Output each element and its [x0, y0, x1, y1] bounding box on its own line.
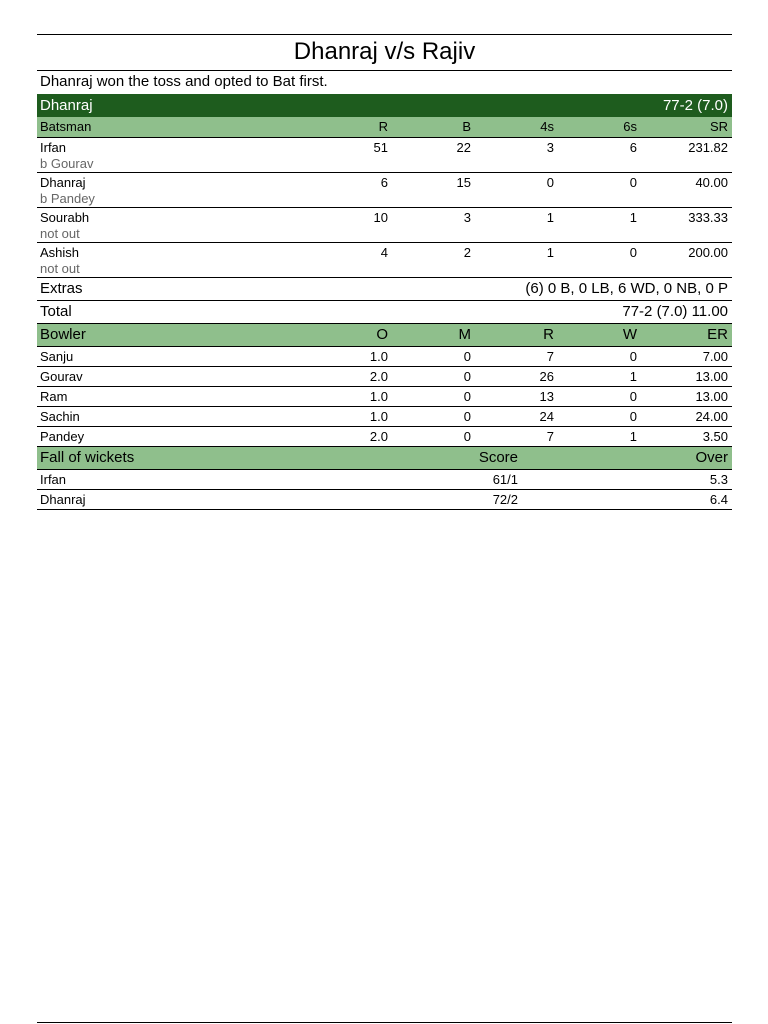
col-runs-conceded: R: [543, 326, 554, 343]
batsman-name: Dhanraj: [40, 175, 86, 190]
bowler-name: Gourav: [40, 369, 83, 384]
economy: 3.50: [702, 429, 728, 444]
team-score: 77-2 (7.0): [662, 97, 728, 114]
col-bowler: Bowler: [40, 326, 86, 343]
fow-row: [37, 470, 732, 490]
runs-conceded: 26: [539, 369, 554, 384]
balls: 15: [456, 175, 471, 190]
col-overs: O: [376, 326, 388, 343]
wickets: 1: [629, 369, 637, 384]
fow-table: [37, 470, 732, 510]
maidens: 0: [463, 369, 471, 384]
overs: 2.0: [369, 429, 388, 444]
innings-header: [37, 94, 732, 117]
runs: 4: [380, 245, 388, 260]
batsman-name: Ashish: [40, 245, 80, 260]
toss-result: Dhanraj won the toss and opted to Bat first.: [40, 73, 328, 90]
batting-row: [37, 243, 732, 278]
col-batsman: Batsman: [40, 119, 92, 134]
total-row: [37, 301, 732, 324]
sixes: 0: [629, 245, 637, 260]
maidens: 0: [463, 349, 471, 364]
economy: 13.00: [695, 389, 728, 404]
col-fours: 4s: [540, 119, 554, 134]
overs: 1.0: [369, 349, 388, 364]
wickets: 0: [629, 389, 637, 404]
wickets: 1: [629, 429, 637, 444]
strike-rate: 231.82: [688, 140, 728, 155]
col-wickets: W: [622, 326, 637, 343]
col-fow: Fall of wickets: [40, 449, 135, 466]
bowling-header-row: [37, 324, 732, 347]
bowler-name: Pandey: [40, 429, 85, 444]
extras-row: [37, 278, 732, 301]
batsman-name: Irfan: [40, 140, 67, 155]
batsman-cell: [37, 173, 307, 207]
col-economy: ER: [707, 326, 728, 343]
fours: 1: [546, 245, 554, 260]
bowler-name: Sachin: [40, 409, 80, 424]
fow-batsman: Dhanraj: [40, 492, 86, 507]
sixes: 6: [629, 140, 637, 155]
batting-row: [37, 173, 732, 208]
bowling-row: [37, 407, 732, 427]
bowling-row: [37, 387, 732, 407]
overs: 2.0: [369, 369, 388, 384]
economy: 7.00: [702, 349, 728, 364]
batsman-cell: [37, 243, 307, 277]
batting-header-row: [37, 117, 732, 138]
fow-row: [37, 490, 732, 510]
batting-table: [37, 138, 732, 278]
dismissal: not out: [40, 226, 80, 241]
col-sixes: 6s: [623, 119, 637, 134]
fow-score: 61/1: [492, 472, 518, 487]
bowler-name: Ram: [40, 389, 68, 404]
balls: 22: [456, 140, 471, 155]
balls: 2: [463, 245, 471, 260]
runs: 51: [373, 140, 388, 155]
extras-label: Extras: [40, 280, 83, 297]
dismissal: b Gourav: [40, 156, 94, 171]
batting-row: [37, 138, 732, 173]
col-strike-rate: SR: [709, 119, 728, 134]
col-fow-over: Over: [695, 449, 728, 466]
col-maidens: M: [458, 326, 471, 343]
overs: 1.0: [369, 409, 388, 424]
fow-over: 5.3: [709, 472, 728, 487]
bowling-row: [37, 427, 732, 447]
batsman-cell: [37, 138, 307, 172]
col-runs: R: [378, 119, 388, 134]
col-fow-score: Score: [478, 449, 518, 466]
wickets: 0: [629, 349, 637, 364]
fow-over: 6.4: [709, 492, 728, 507]
fow-score: 72/2: [492, 492, 518, 507]
fours: 3: [546, 140, 554, 155]
runs-conceded: 7: [546, 349, 554, 364]
runs-conceded: 7: [546, 429, 554, 444]
batting-row: [37, 208, 732, 243]
runs-conceded: 24: [539, 409, 554, 424]
economy: 13.00: [695, 369, 728, 384]
runs: 10: [373, 210, 388, 225]
scorecard: [37, 34, 732, 510]
page-title: Dhanraj v/s Rajiv: [37, 35, 732, 71]
bottom-rule: [37, 1022, 732, 1023]
batsman-cell: [37, 208, 307, 242]
overs: 1.0: [369, 389, 388, 404]
bowling-row: [37, 367, 732, 387]
fours: 0: [546, 175, 554, 190]
sixes: 0: [629, 175, 637, 190]
fow-header-row: [37, 447, 732, 470]
dismissal: not out: [40, 261, 80, 276]
maidens: 0: [463, 389, 471, 404]
sixes: 1: [629, 210, 637, 225]
col-balls: B: [462, 119, 471, 134]
bowler-name: Sanju: [40, 349, 74, 364]
bowling-row: [37, 347, 732, 367]
strike-rate: 333.33: [688, 210, 728, 225]
balls: 3: [463, 210, 471, 225]
wickets: 0: [629, 409, 637, 424]
strike-rate: 40.00: [695, 175, 728, 190]
runs-conceded: 13: [539, 389, 554, 404]
fow-batsman: Irfan: [40, 472, 67, 487]
batsman-name: Sourabh: [40, 210, 90, 225]
dismissal: b Pandey: [40, 191, 95, 206]
bowling-table: [37, 347, 732, 447]
strike-rate: 200.00: [688, 245, 728, 260]
total-value: 77-2 (7.0) 11.00: [622, 303, 728, 320]
runs: 6: [380, 175, 388, 190]
extras-value: (6) 0 B, 0 LB, 6 WD, 0 NB, 0 P: [525, 280, 728, 297]
total-label: Total: [40, 303, 72, 320]
team-name: Dhanraj: [40, 97, 93, 114]
maidens: 0: [463, 429, 471, 444]
economy: 24.00: [695, 409, 728, 424]
maidens: 0: [463, 409, 471, 424]
fours: 1: [546, 210, 554, 225]
